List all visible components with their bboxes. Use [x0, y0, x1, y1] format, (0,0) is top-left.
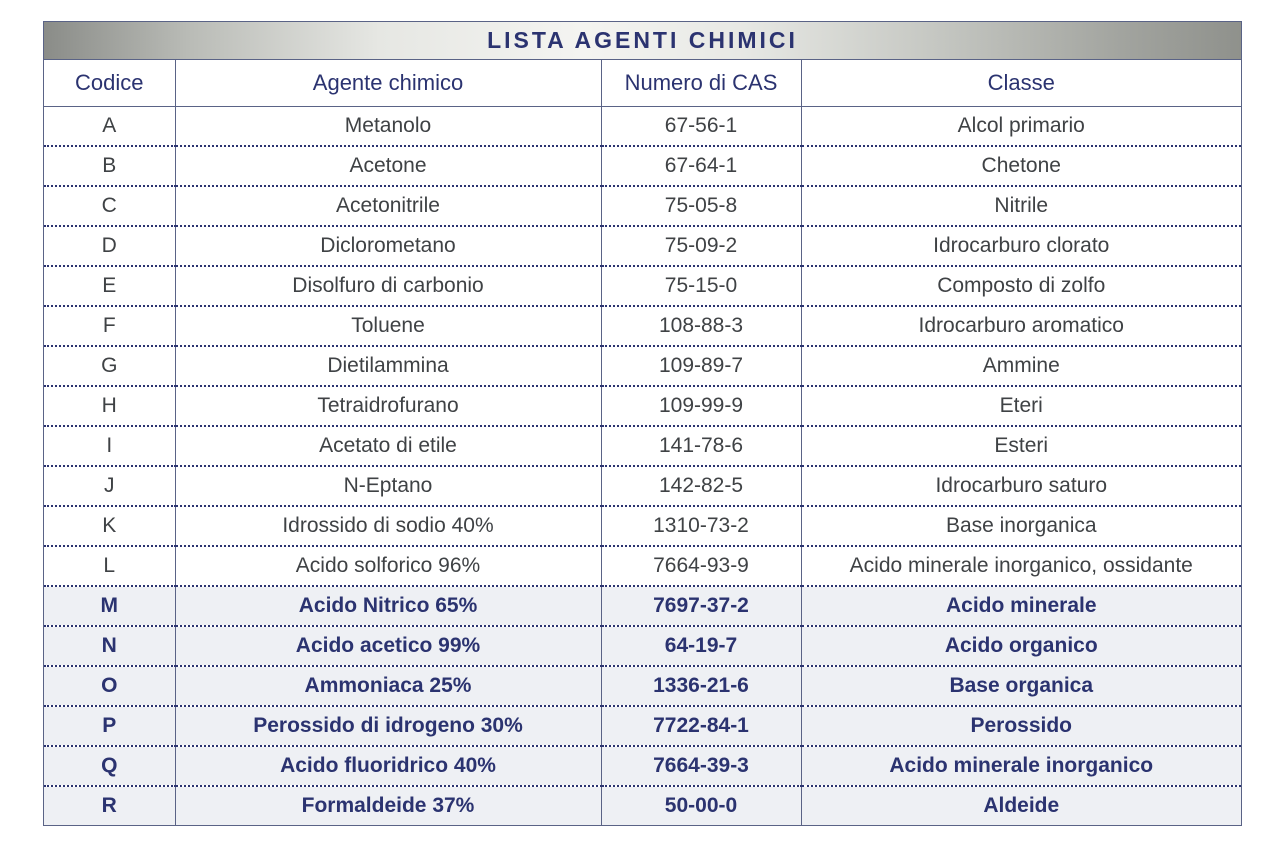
cell-class: Alcol primario	[801, 107, 1241, 147]
cell-agent: Formaldeide 37%	[175, 786, 601, 825]
table-row	[44, 746, 1241, 786]
cell-cas: 141-78-6	[601, 426, 801, 466]
cell-agent: Idrossido di sodio 40%	[175, 506, 601, 546]
cell-class: Base organica	[801, 666, 1241, 706]
cell-code: J	[44, 466, 175, 506]
cell-class: Acido minerale	[801, 586, 1241, 626]
cell-class: Idrocarburo saturo	[801, 466, 1241, 506]
cell-code: I	[44, 426, 175, 466]
cell-agent: Acido Nitrico 65%	[175, 586, 601, 626]
cell-cas: 64-19-7	[601, 626, 801, 666]
cell-class: Idrocarburo aromatico	[801, 306, 1241, 346]
cell-code: B	[44, 146, 175, 186]
table-title: LISTA AGENTI CHIMICI	[44, 22, 1241, 60]
header-row	[44, 60, 1241, 107]
cell-code: F	[44, 306, 175, 346]
cell-code: O	[44, 666, 175, 706]
cell-code: Q	[44, 746, 175, 786]
column-header-cas: Numero di CAS	[601, 60, 801, 107]
table-row	[44, 146, 1241, 186]
cell-code: R	[44, 786, 175, 825]
table-row	[44, 706, 1241, 746]
cell-agent: Ammoniaca 25%	[175, 666, 601, 706]
cell-code: M	[44, 586, 175, 626]
cell-class: Esteri	[801, 426, 1241, 466]
cell-cas: 1310-73-2	[601, 506, 801, 546]
table-row	[44, 426, 1241, 466]
cell-class: Acido minerale inorganico, ossidante	[801, 546, 1241, 586]
cell-class: Composto di zolfo	[801, 266, 1241, 306]
cell-code: N	[44, 626, 175, 666]
cell-class: Idrocarburo clorato	[801, 226, 1241, 266]
cell-code: K	[44, 506, 175, 546]
cell-class: Acido minerale inorganico	[801, 746, 1241, 786]
table-row	[44, 466, 1241, 506]
table-row	[44, 186, 1241, 226]
table-row	[44, 226, 1241, 266]
cell-class: Eteri	[801, 386, 1241, 426]
cell-cas: 50-00-0	[601, 786, 801, 825]
cell-agent: Tetraidrofurano	[175, 386, 601, 426]
cell-agent: Disolfuro di carbonio	[175, 266, 601, 306]
cell-class: Aldeide	[801, 786, 1241, 825]
column-header-code: Codice	[44, 60, 175, 107]
cell-cas: 7697-37-2	[601, 586, 801, 626]
cell-cas: 109-89-7	[601, 346, 801, 386]
cell-code: A	[44, 107, 175, 147]
cell-agent: Diclorometano	[175, 226, 601, 266]
cell-class: Perossido	[801, 706, 1241, 746]
table-row	[44, 546, 1241, 586]
cell-agent: Dietilammina	[175, 346, 601, 386]
table-row	[44, 306, 1241, 346]
table-row	[44, 506, 1241, 546]
cell-class: Base inorganica	[801, 506, 1241, 546]
cell-agent: Acetato di etile	[175, 426, 601, 466]
cell-class: Chetone	[801, 146, 1241, 186]
cell-class: Nitrile	[801, 186, 1241, 226]
cell-code: H	[44, 386, 175, 426]
cell-cas: 67-64-1	[601, 146, 801, 186]
cell-agent: Acido solforico 96%	[175, 546, 601, 586]
cell-cas: 142-82-5	[601, 466, 801, 506]
cell-class: Acido organico	[801, 626, 1241, 666]
cell-cas: 75-05-8	[601, 186, 801, 226]
table-row	[44, 266, 1241, 306]
cell-code: L	[44, 546, 175, 586]
table-row	[44, 107, 1241, 147]
table-row	[44, 386, 1241, 426]
cell-cas: 109-99-9	[601, 386, 801, 426]
cell-code: E	[44, 266, 175, 306]
cell-agent: Acetonitrile	[175, 186, 601, 226]
cell-cas: 1336-21-6	[601, 666, 801, 706]
cell-class: Ammine	[801, 346, 1241, 386]
cell-cas: 75-09-2	[601, 226, 801, 266]
cell-code: D	[44, 226, 175, 266]
cell-code: G	[44, 346, 175, 386]
column-header-class: Classe	[801, 60, 1241, 107]
cell-code: C	[44, 186, 175, 226]
cell-agent: N-Eptano	[175, 466, 601, 506]
cell-cas: 108-88-3	[601, 306, 801, 346]
cell-agent: Perossido di idrogeno 30%	[175, 706, 601, 746]
cell-code: P	[44, 706, 175, 746]
cell-cas: 75-15-0	[601, 266, 801, 306]
column-header-agent: Agente chimico	[175, 60, 601, 107]
cell-agent: Acetone	[175, 146, 601, 186]
table-row	[44, 586, 1241, 626]
cell-cas: 67-56-1	[601, 107, 801, 147]
cell-agent: Acido acetico 99%	[175, 626, 601, 666]
cell-cas: 7664-93-9	[601, 546, 801, 586]
table-row	[44, 666, 1241, 706]
cell-agent: Acido fluoridrico 40%	[175, 746, 601, 786]
table-row	[44, 786, 1241, 825]
cell-cas: 7664-39-3	[601, 746, 801, 786]
chemical-agents-table	[43, 21, 1242, 826]
agents-grid	[44, 60, 1241, 825]
table-row	[44, 626, 1241, 666]
cell-agent: Metanolo	[175, 107, 601, 147]
table-row	[44, 346, 1241, 386]
cell-agent: Toluene	[175, 306, 601, 346]
cell-cas: 7722-84-1	[601, 706, 801, 746]
